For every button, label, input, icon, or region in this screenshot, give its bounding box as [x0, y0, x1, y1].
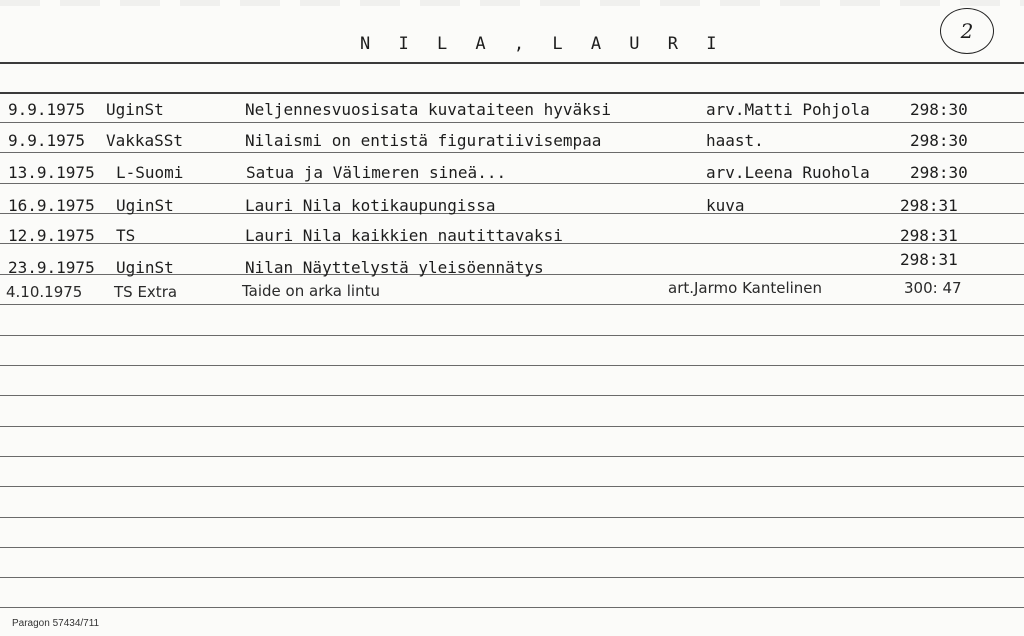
entry-paper: VakkaSSt — [106, 131, 184, 150]
rule-line — [0, 152, 1024, 153]
entry-note: arv.Matti Pohjola — [706, 100, 870, 119]
entry-ref: 298:31 — [900, 226, 958, 245]
rule-line — [0, 122, 1024, 123]
entry-ref: 298:30 — [910, 163, 968, 182]
entry-date: 9.9.1975 — [8, 131, 86, 150]
entry-paper: UginSt — [116, 196, 174, 215]
entry-headline: Taide on arka lintu — [242, 282, 380, 300]
entry-ref: 298:31 — [900, 250, 958, 269]
entry-paper: UginSt — [116, 258, 174, 277]
rule-line — [0, 62, 1024, 64]
entry-date: 23.9.1975 — [8, 258, 95, 277]
entry-note: haast. — [706, 131, 764, 150]
entry-ref: 298:31 — [900, 196, 958, 215]
entry-headline: Satua ja Välimeren sineä... — [246, 163, 507, 182]
entry-headline: Neljennesvuosisata kuvataiteen hyväksi — [245, 100, 612, 119]
rule-line — [0, 304, 1024, 305]
rule-line — [0, 92, 1024, 94]
rule-line — [0, 577, 1024, 578]
rule-line — [0, 365, 1024, 366]
rule-line — [0, 486, 1024, 487]
rule-line — [0, 426, 1024, 427]
entry-headline: Lauri Nila kaikkien nautittavaksi — [245, 226, 563, 245]
rule-line — [0, 607, 1024, 608]
rule-line — [0, 517, 1024, 518]
entry-ref: 298:30 — [910, 100, 968, 119]
entry-paper: TS — [116, 226, 136, 245]
entry-headline: Nilaismi on entistä figuratiivisempaa — [245, 131, 602, 150]
entry-paper: L-Suomi — [116, 163, 184, 182]
entry-headline: Lauri Nila kotikaupungissa — [245, 196, 496, 215]
top-edge-marks — [0, 0, 1024, 6]
entry-date: 16.9.1975 — [8, 196, 95, 215]
rule-line — [0, 183, 1024, 184]
entry-date: 13.9.1975 — [8, 163, 95, 182]
rule-line — [0, 547, 1024, 548]
entry-note: arv.Leena Ruohola — [706, 163, 870, 182]
rule-line — [0, 395, 1024, 396]
entry-ref: 298:30 — [910, 131, 968, 150]
card-print-code: Paragon 57434/711 — [12, 618, 100, 629]
card-number-circle: 2 — [940, 8, 994, 54]
entry-paper: TS Extra — [114, 283, 178, 301]
card-title: N I L A , L A U R I — [360, 34, 726, 54]
entry-date: 12.9.1975 — [8, 226, 95, 245]
entry-note: kuva — [706, 196, 745, 215]
entry-ref: 300: 47 — [904, 279, 962, 297]
rule-line — [0, 456, 1024, 457]
rule-line — [0, 335, 1024, 336]
entry-paper: UginSt — [106, 100, 164, 119]
entry-headline: Nilan Näyttelystä yleisöennätys — [245, 258, 544, 277]
entry-date: 4.10.1975 — [6, 283, 83, 301]
entry-date: 9.9.1975 — [8, 100, 86, 119]
entry-note: art.Jarmo Kantelinen — [668, 279, 823, 297]
